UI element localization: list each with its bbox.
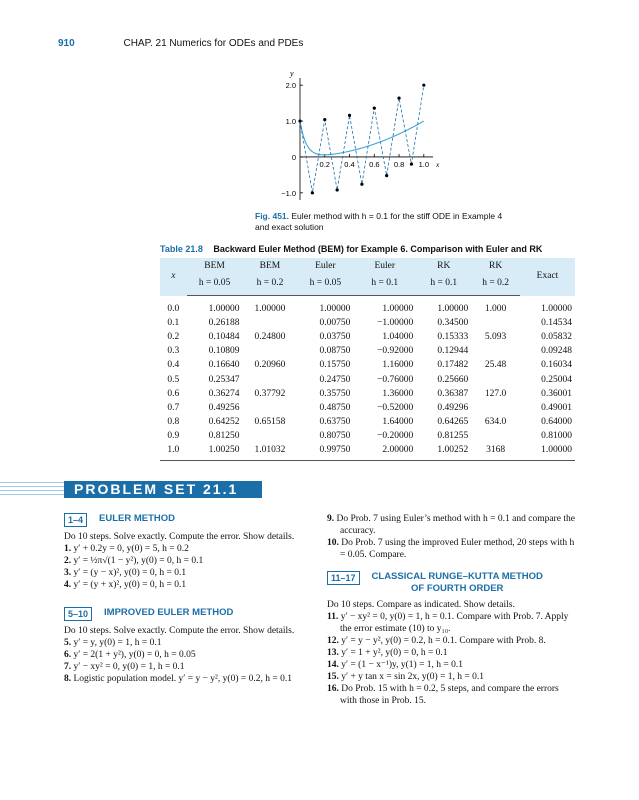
euler-approx-line [300,85,424,193]
problem-number: 12. [327,636,342,646]
table-cell: 0.15333 [437,332,469,343]
table-cell: 1.00000 [319,304,351,315]
table-cell: 0.1 [167,318,180,329]
table-cell: 1.01032 [243,443,298,461]
table-cell: 0.09248 [541,346,572,357]
section-range: 1–4 [64,513,87,527]
table-cell: 0.81000 [541,430,572,441]
table-cell: 0.80750 [319,430,351,441]
table-cell: 5.093 [484,332,507,343]
table-cell: 1.00000 [541,303,572,314]
chart-marks [298,84,425,195]
euler-point [298,119,301,122]
problem-item [327,537,577,561]
table-row [160,344,575,358]
table-cell: −0.20000 [377,430,414,441]
problem-number: 15. [327,672,342,682]
table-cell: 1.16000 [382,360,414,371]
table-cell: 0.99750 [297,443,353,461]
euler-point [348,114,351,117]
problem-text: y′ = (y + x)², y(0) = 0, h = 0.1 [73,580,187,590]
problem-number: 2. [64,556,74,566]
table-cell: 0.81255 [437,430,469,441]
table-cell: 0.10809 [208,346,240,357]
chapter-title: CHAP. 21 Numerics for ODEs and PDEs [123,38,304,49]
problem-text: Logistic population model. y′ = y − y², y(0) = 0.2, h = 0.1 [73,674,292,684]
problem-text: y′ − xy² = 0, y(0) = 1, h = 0.1 [73,662,185,672]
problem-item [327,611,577,635]
problem-number: 9. [327,514,337,524]
table-cell: 0.16034 [541,360,572,371]
section-title-line1: CLASSICAL RUNGE–KUTTA METHOD [371,571,543,582]
section-heading-euler [64,513,314,527]
figure-label: Fig. 451. [255,211,290,221]
table-cell: 1.000 [484,304,507,315]
table-cell: 1.00252 [416,443,471,461]
problem-item [327,671,577,683]
figure-caption [255,211,515,233]
table-cell: −0.52000 [377,402,414,413]
x-tick-label: 0.4 [344,159,355,169]
problem-number: 16. [327,684,342,694]
col-header-euler01: Euler [353,258,416,275]
table-cell: 0.25347 [208,374,240,385]
table-cell: 1.00000 [520,443,575,461]
x-tick-label: 0.8 [393,159,405,169]
table-cell: 0.49296 [437,402,469,413]
y-tick-label: −1.0 [281,188,296,198]
col-header-x: x [160,258,187,296]
table-cell: 3168 [471,443,520,461]
table-cell: 0.17482 [437,360,469,371]
table-cell: 25.48 [484,360,507,371]
col-subheader-euler005: h = 0.05 [297,275,353,296]
problem-text: Do Prob. 7 using the improved Euler method, 20 steps with h = 0.05. Compare. [340,538,575,560]
table-row [160,372,575,386]
table-cell: 0.25660 [437,374,469,385]
problem-number: 13. [327,648,342,658]
problem-item [327,513,577,537]
problem-number: 1. [64,544,74,554]
table-cell: 0.37792 [254,388,286,399]
bem-comparison-table [160,258,575,461]
table-cell: 0.65158 [254,416,286,427]
section-title-line2: OF FOURTH ORDER [411,583,504,594]
section-title: IMPROVED EULER METHOD [104,607,234,618]
x-tick-label: 0.2 [319,159,330,169]
table-cell: 0.6 [167,388,180,399]
table-cell: 1.36000 [382,388,414,399]
table-cell: 0.36274 [208,388,240,399]
table-cell: 0.36387 [437,388,469,399]
euler-point [360,183,363,186]
euler-point [410,163,413,166]
table-body [160,296,575,461]
problem-item [327,683,577,707]
problem-item [327,635,577,647]
table-cell: 0.14534 [541,318,572,329]
problem-item [64,579,314,591]
table-cell: 0.8 [167,416,180,427]
table-cell [243,372,298,386]
section-title [372,571,543,595]
euler-point [385,174,388,177]
table-cell [243,316,298,330]
problem-column-left [64,513,314,685]
section-intro: Do 10 steps. Solve exactly. Compute the error. Show details. [64,626,295,636]
table-cell: 127.0 [484,388,507,399]
problem-item [64,649,314,661]
problem-number: 7. [64,662,74,672]
table-cell: 0.10484 [208,332,240,343]
problem-number: 10. [327,538,342,548]
page-number: 910 [58,38,75,49]
col-subheader-euler01: h = 0.1 [353,275,416,296]
y-axis-label: y [290,69,294,78]
problem-text: y′ = 2(1 + y²), y(0) = 0, h = 0.05 [73,650,196,660]
problem-number: 8. [64,674,74,684]
problem-number: 11. [327,612,341,622]
problem-list [64,637,314,685]
col-subheader-rk01: h = 0.1 [416,275,471,296]
table-cell [471,429,520,443]
table-cell: 0.24800 [254,332,286,343]
problem-item [64,567,314,579]
figure-451-chart [255,60,445,206]
col-header-bem02: BEM [243,258,298,275]
table-label: Table 21.8 [160,244,203,254]
table-cell [243,429,298,443]
table-cell: −0.92000 [377,346,414,357]
table-row [160,415,575,429]
table-cell: 0.64265 [437,416,469,427]
table-cell: 0.36001 [541,388,572,399]
table-cell: 0.35750 [319,388,351,399]
problem-item [64,637,314,649]
table-cell: 1.00250 [187,443,243,461]
table-cell: 0.24750 [319,374,351,385]
problem-text: Do Prob. 7 using Euler’s method with h = 0.1 and compare the accuracy. [336,514,575,536]
problem-text: y′ = (y − x)², y(0) = 0, h = 0.1 [73,568,187,578]
table-cell: 0.00750 [319,318,351,329]
problem-number: 4. [64,580,74,590]
problem-text: y′ = (1 − x⁻¹)y, y(1) = 1, h = 0.1 [341,660,464,670]
section-intro: Do 10 steps. Solve exactly. Compute the error. Show details. [64,532,295,542]
problem-list [64,543,314,591]
table-cell: 0.48750 [319,402,351,413]
section-range: 11–17 [327,571,360,585]
table-cell: 0.26188 [208,318,240,329]
table-cell: 0.63750 [319,416,351,427]
problem-item [327,659,577,671]
problem-number: 5. [64,638,74,648]
euler-point [323,118,326,121]
problem-number: 6. [64,650,74,660]
table-row [160,330,575,344]
table-row [160,296,575,317]
col-header-rk02: RK [471,258,520,275]
table-cell: 0.08750 [319,346,351,357]
table-cell: 1.00000 [382,304,414,315]
page-header [58,38,303,49]
table-row [160,443,575,461]
table-cell: 634.0 [484,416,507,427]
table-cell: 0.16640 [208,360,240,371]
table-cell [243,401,298,415]
table-cell: 0.03750 [319,332,351,343]
table-cell: 0.49256 [208,402,240,413]
table-cell: 0.20960 [254,360,286,371]
table-cell: 1.00000 [254,304,286,315]
problem-text: y′ = y, y(0) = 1, h = 0.1 [73,638,162,648]
section-range: 5–10 [64,607,92,621]
table-row [160,401,575,415]
euler-point [397,96,400,99]
table-cell [471,316,520,330]
table-cell [471,372,520,386]
table-cell: −0.76000 [377,374,414,385]
table-cell [243,344,298,358]
problem-number: 3. [64,568,74,578]
table-cell: 0.34500 [437,318,469,329]
problem-number: 14. [327,660,342,670]
section-heading-runge-kutta [327,571,577,595]
euler-point [373,107,376,110]
table-cell: 1.00000 [437,304,469,315]
problem-item [64,555,314,567]
table-cell: 0.2 [167,332,180,343]
table-cell: 0.7 [167,402,180,413]
col-header-bem005: BEM [187,258,243,275]
problem-text: y′ − xy² = 0, y(0) = 1, h = 0.1. Compare with Prob. 7. Apply the error estimate (10) to y₁₀. [340,612,569,634]
table-cell: 0.4 [167,360,180,371]
table-cell: −1.00000 [377,318,414,329]
col-header-exact: Exact [520,258,575,296]
problem-text: y′ + 0.2y = 0, y(0) = 5, h = 0.2 [73,544,189,554]
table-cell: 0.05832 [541,332,572,343]
x-tick-label: 0.6 [369,159,380,169]
table-cell: 0.15750 [319,360,351,371]
table-cell: 1.04000 [382,332,414,343]
table-cell: 0.64252 [208,416,240,427]
problem-text: y′ = ½π√(1 − y²), y(0) = 0, h = 0.1 [73,556,204,566]
exact-solution-line [300,121,424,155]
table-cell: 0.49001 [541,402,572,413]
section-title: EULER METHOD [99,513,176,524]
y-tick-label: 0 [291,152,296,162]
table-cell: 0.3 [167,346,180,357]
table-cell: 0.0 [167,303,180,314]
problem-text: y′ = y − y², y(0) = 0.2, h = 0.1. Compare with Prob. 8. [341,636,546,646]
problem-item [327,647,577,659]
col-subheader-rk02: h = 0.2 [471,275,520,296]
problem-list [327,611,577,707]
x-axis-label: x [436,159,440,169]
euler-point [422,84,425,87]
table-cell: 1.64000 [382,416,414,427]
table-cell: 0.9 [167,430,180,441]
table-title-text: Backward Euler Method (BEM) for Example 6. Comparison with Euler and RK [213,244,543,254]
figure-caption-text: Euler method with h = 0.1 for the stiff ODE in Example 4 and exact solution [255,211,503,232]
table-cell: 0.5 [167,374,180,385]
y-tick-label: 2.0 [285,81,296,91]
problem-set-banner: PROBLEM SET 21.1 [64,481,262,498]
table-cell: 1.0 [160,443,187,461]
section-heading-improved-euler [64,607,314,621]
table-cell: 0.64000 [541,416,572,427]
col-header-rk01: RK [416,258,471,275]
table-row [160,429,575,443]
table-cell [471,401,520,415]
problem-item [64,673,314,685]
table-row [160,387,575,401]
table-row [160,316,575,330]
table-cell: 0.81250 [208,430,240,441]
section-intro: Do 10 steps. Compare as indicated. Show details. [327,600,515,610]
problem-text: Do Prob. 15 with h = 0.2, 5 steps, and compare the errors with those in Prob. 15. [340,684,559,706]
table-row [160,358,575,372]
col-header-euler005: Euler [297,258,353,275]
table-cell: 0.12944 [437,346,469,357]
table-cell [471,344,520,358]
problem-list [327,513,577,561]
problem-text: y′ + y tan x = sin 2x, y(0) = 1, h = 0.1 [341,672,485,682]
problem-column-right [327,513,577,707]
euler-point [336,188,339,191]
problem-text: y′ = 1 + y², y(0) = 0, h = 0.1 [341,648,448,658]
table-cell: 1.00000 [208,304,240,315]
euler-point [311,191,314,194]
col-subheader-bem02: h = 0.2 [243,275,298,296]
y-tick-label: 1.0 [285,117,296,127]
problem-item [64,543,314,555]
problem-item [64,661,314,673]
table-cell: 2.00000 [353,443,416,461]
x-tick-label: 1.0 [418,159,430,169]
col-subheader-bem005: h = 0.05 [187,275,243,296]
table-cell: 0.25004 [541,374,572,385]
table-title [160,244,542,254]
